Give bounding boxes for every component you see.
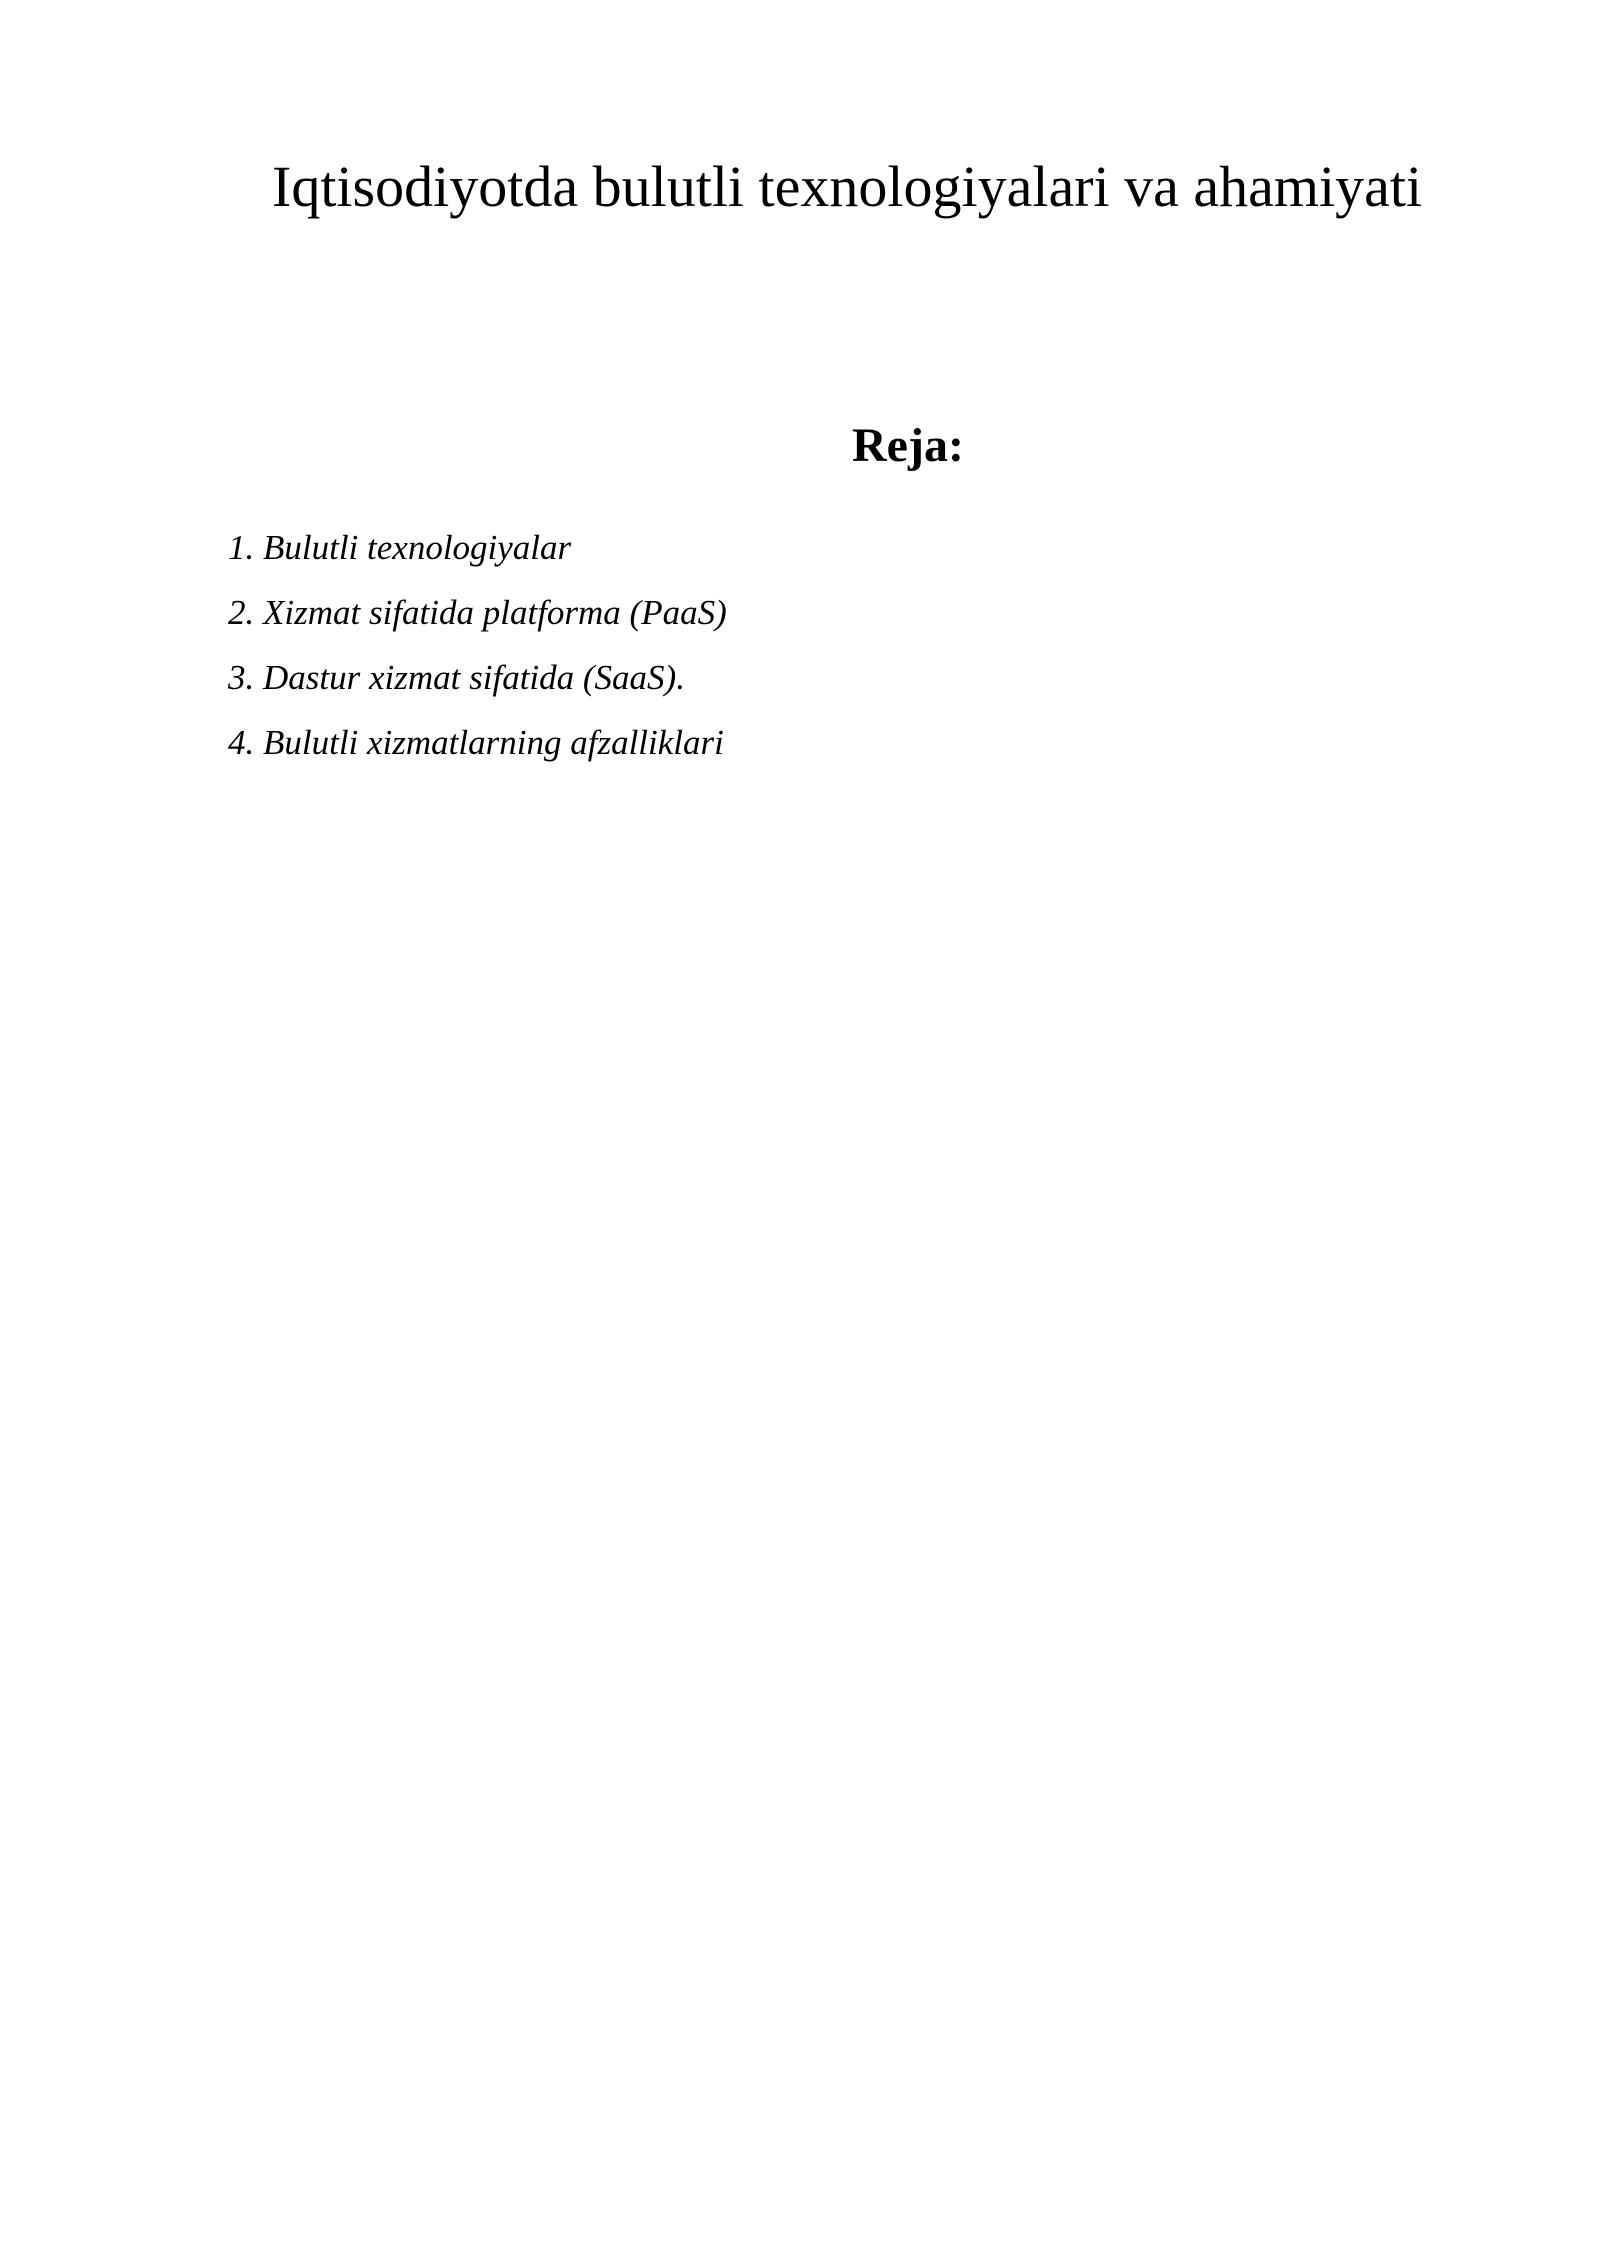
plan-heading: Reja: (852, 419, 964, 472)
plan-list (228, 526, 727, 786)
plan-item: 1. Bulutli texnologiyalar (228, 528, 572, 567)
document-title: Iqtisodiyotda bulutli texnologiyalari va ahamiyati (272, 154, 1423, 219)
plan-item: 3. Dastur xizmat sifatida (SaaS). (228, 658, 685, 697)
plan-item: 4. Bulutli xizmatlarning afzalliklari (228, 723, 724, 762)
plan-item: 2. Xizmat sifatida platforma (PaaS) (228, 593, 727, 632)
